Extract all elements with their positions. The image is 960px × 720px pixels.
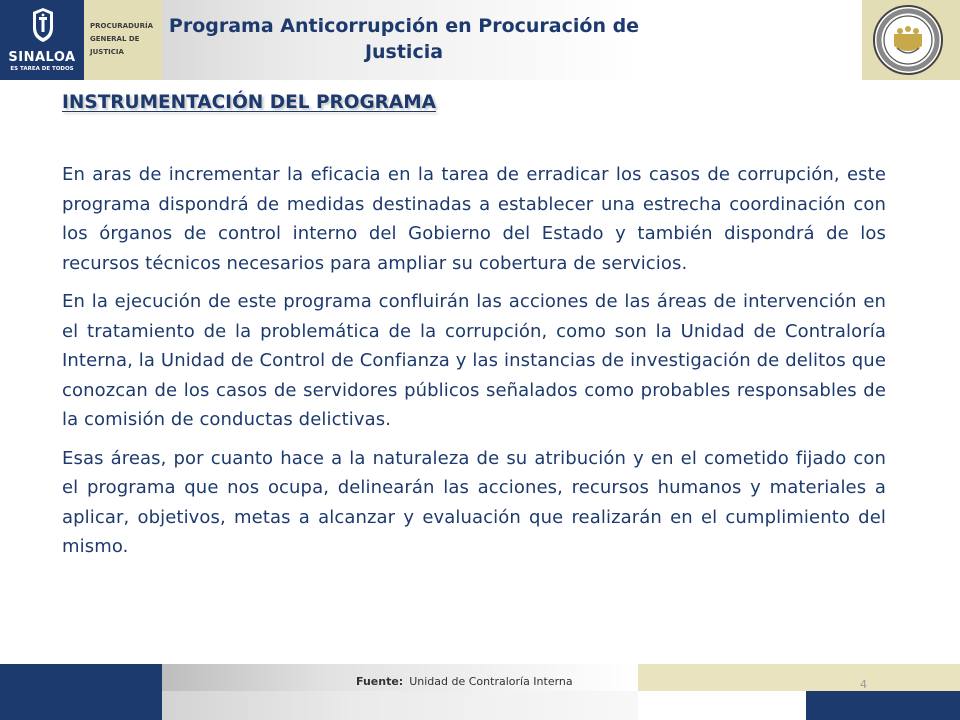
state-logo-panel bbox=[0, 0, 84, 80]
source-text: Unidad de Contraloría Interna bbox=[409, 675, 573, 688]
footer-left-block bbox=[0, 664, 162, 720]
footer-right-block bbox=[806, 691, 960, 720]
source-label: Fuente: bbox=[356, 675, 404, 688]
agency-seal-icon bbox=[872, 4, 944, 76]
agency-name bbox=[90, 20, 160, 59]
agency-line-3: JUSTICIA bbox=[90, 48, 124, 56]
page-title: Programa Anticorrupción en Procuración de Justicia bbox=[168, 15, 640, 63]
footer-tan-band bbox=[638, 664, 960, 691]
footer-source bbox=[356, 675, 573, 688]
state-name: SINALOA bbox=[8, 50, 76, 65]
section-heading: INSTRUMENTACIÓN DEL PROGRAMA bbox=[62, 92, 436, 113]
agency-line-2: GENERAL DE bbox=[90, 35, 140, 43]
header-bar bbox=[0, 0, 960, 80]
body-text bbox=[62, 160, 886, 571]
page-number: 4 bbox=[860, 678, 867, 691]
agency-line-1: PROCURADURÍA bbox=[90, 22, 154, 30]
paragraph-1: En aras de incrementar la eficacia en la tarea de erradicar los casos de corrupción, este programa dispondrá de medidas destinadas a establecer una estrecha coordinación con los órganos de control interno del Gobierno del Estado y también dispondrá de los recursos técnicos necesarios para ampliar su cobertura de servicios. bbox=[62, 164, 886, 274]
footer-white-block bbox=[638, 691, 806, 720]
paragraph-2: En la ejecución de este programa confluirán las acciones de las áreas de intervención en el tratamiento de la problemática de la corrupción, como son la Unidad de Contraloría Interna, la Unidad de Control de Confianza y las instancias de investigación de delitos que conozcan de los casos de servidores públicos señalados como probables responsables de la comisión de conductas delictivas. bbox=[62, 291, 886, 430]
state-shield-icon bbox=[30, 6, 56, 44]
agency-panel bbox=[84, 0, 162, 80]
state-motto: ES TAREA DE TODOS bbox=[10, 66, 74, 72]
footer-bar bbox=[0, 664, 960, 720]
paragraph-3: Esas áreas, por cuanto hace a la naturaleza de su atribución y en el cometido fijado con el programa que nos ocupa, delinearán las acciones, recursos humanos y materiales a aplicar, objetivos, metas a alcanzar y evaluación que realizarán en el cumplimiento del mismo. bbox=[62, 447, 886, 557]
footer-gray-band-bottom bbox=[162, 691, 638, 720]
